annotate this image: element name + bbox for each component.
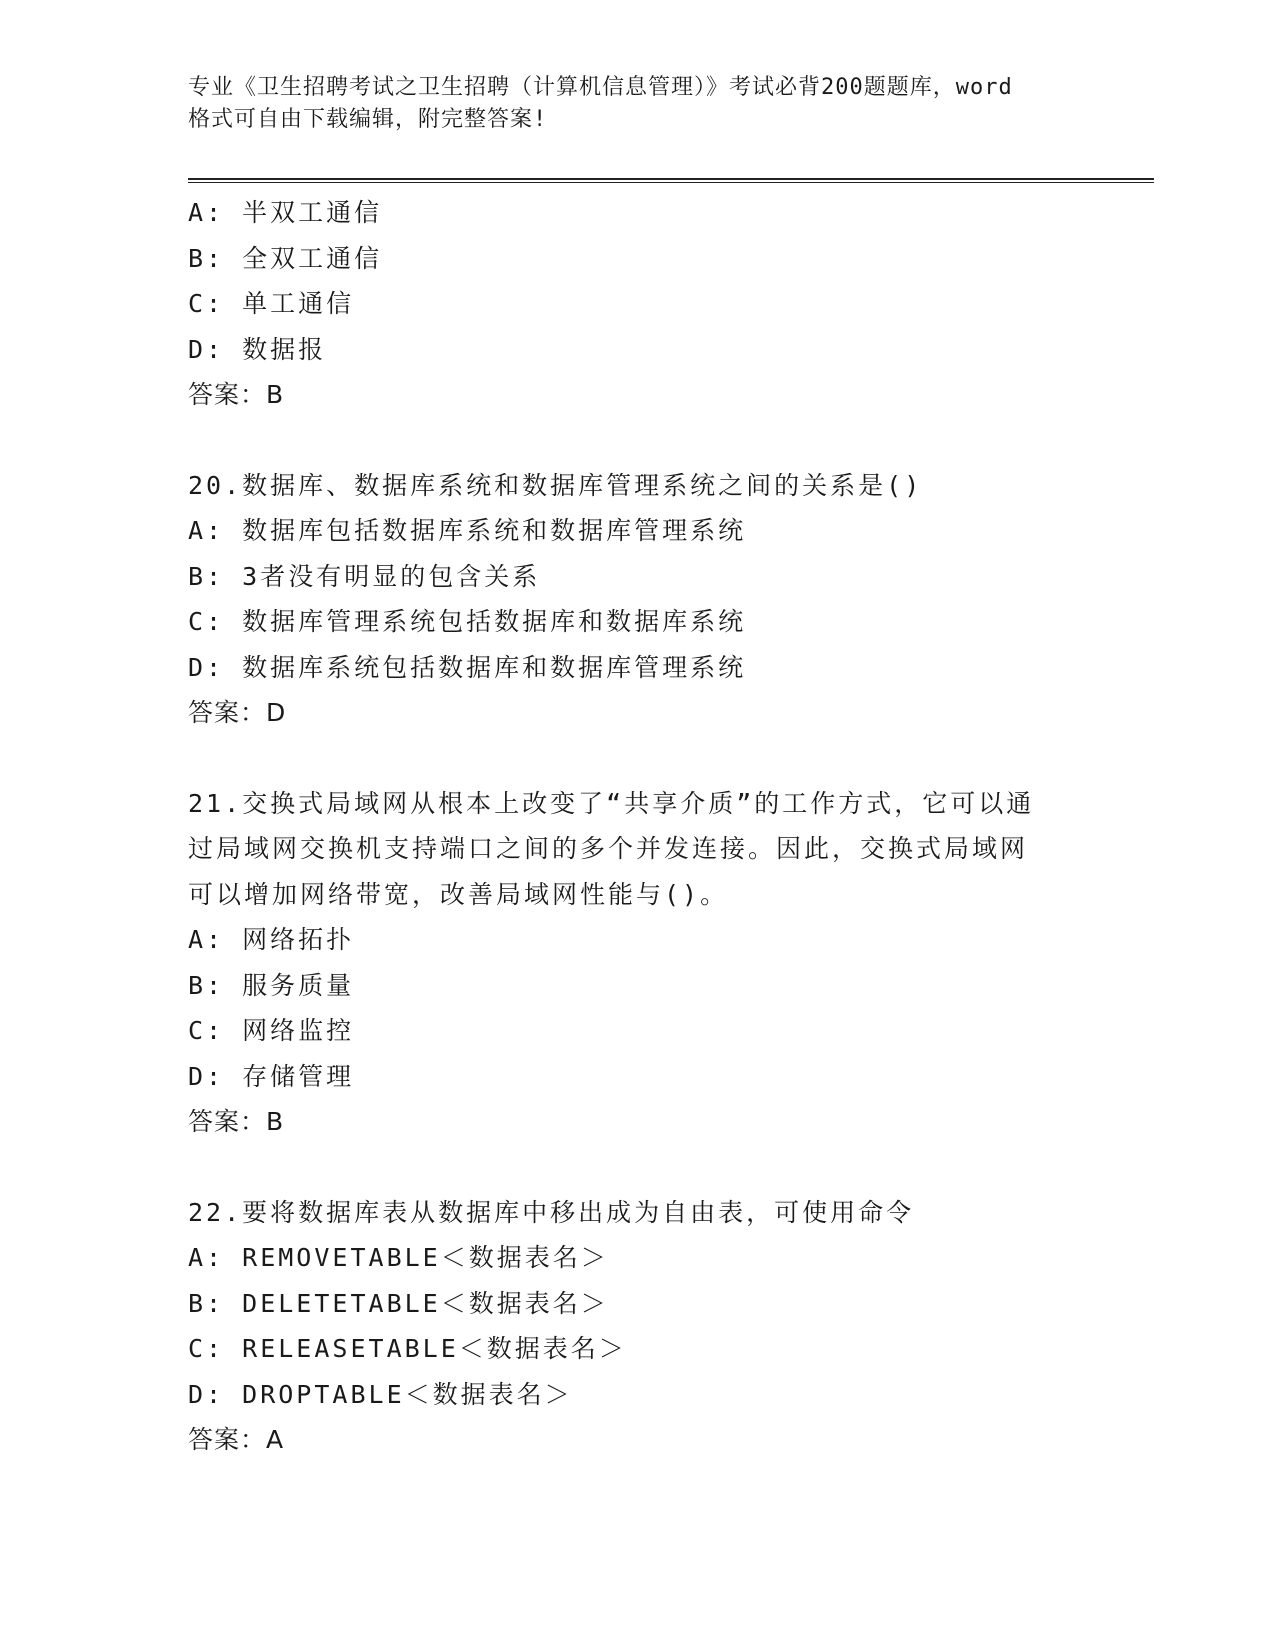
option-a: A: REMOVETABLE＜数据表名＞ (188, 1243, 609, 1272)
option-b: B: DELETETABLE＜数据表名＞ (188, 1288, 609, 1318)
option-c: C: 数据库管理系统包括数据库和数据库系统 (188, 607, 747, 636)
option-a: A: 数据库包括数据库系统和数据库管理系统 (188, 516, 747, 545)
header-divider-thin (188, 182, 1154, 183)
question-text: 22.要将数据库表从数据库中移出成为自由表，可使用命令 (188, 1197, 915, 1227)
option-c: C: RELEASETABLE＜数据表名＞ (188, 1334, 627, 1363)
spacer (188, 418, 1128, 463)
question-text-line-1: 21.交换式局域网从根本上改变了“共享介质”的工作方式，它可以通 (188, 788, 1035, 818)
option-c: C: 网络监控 (188, 1016, 355, 1045)
option-d: D: 数据库系统包括数据库和数据库管理系统 (188, 652, 747, 682)
option-b: B: 服务质量 (188, 970, 355, 1000)
question-text-line-3: 可以增加网络带宽，改善局域网性能与()。 (188, 879, 729, 909)
header-title-line-1: 专业《卫生招聘考试之卫生招聘（计算机信息管理）》考试必背200题题库，word (188, 75, 1013, 100)
question-text-line-2: 过局域网交换机支持端口之间的多个并发连接。因此，交换式局域网 (188, 834, 1029, 863)
question-text: 20.数据库、数据库系统和数据库管理系统之间的关系是() (188, 470, 923, 500)
spacer (188, 1145, 1128, 1190)
spacer (188, 736, 1128, 781)
question-list (188, 190, 1128, 1463)
answer-line: 答案：B (188, 380, 285, 409)
answer-line: 答案：B (188, 1107, 285, 1136)
document-header (188, 72, 1088, 136)
header-divider (188, 178, 1154, 180)
option-a: A: 半双工通信 (188, 198, 383, 227)
question-20 (188, 463, 1128, 736)
answer-line: 答案：A (188, 1425, 285, 1454)
question-21 (188, 781, 1128, 1145)
question-19 (188, 190, 1128, 418)
option-b: B: 3者没有明显的包含关系 (188, 561, 541, 591)
option-a: A: 网络拓扑 (188, 925, 355, 954)
header-title-line-2: 格式可自由下载编辑，附完整答案! (188, 107, 548, 132)
answer-line: 答案：D (188, 698, 287, 727)
option-c: C: 单工通信 (188, 289, 355, 318)
question-22 (188, 1190, 1128, 1463)
option-d: D: DROPTABLE＜数据表名＞ (188, 1379, 573, 1409)
option-d: D: 数据报 (188, 334, 327, 364)
option-b: B: 全双工通信 (188, 243, 383, 273)
option-d: D: 存储管理 (188, 1061, 355, 1091)
